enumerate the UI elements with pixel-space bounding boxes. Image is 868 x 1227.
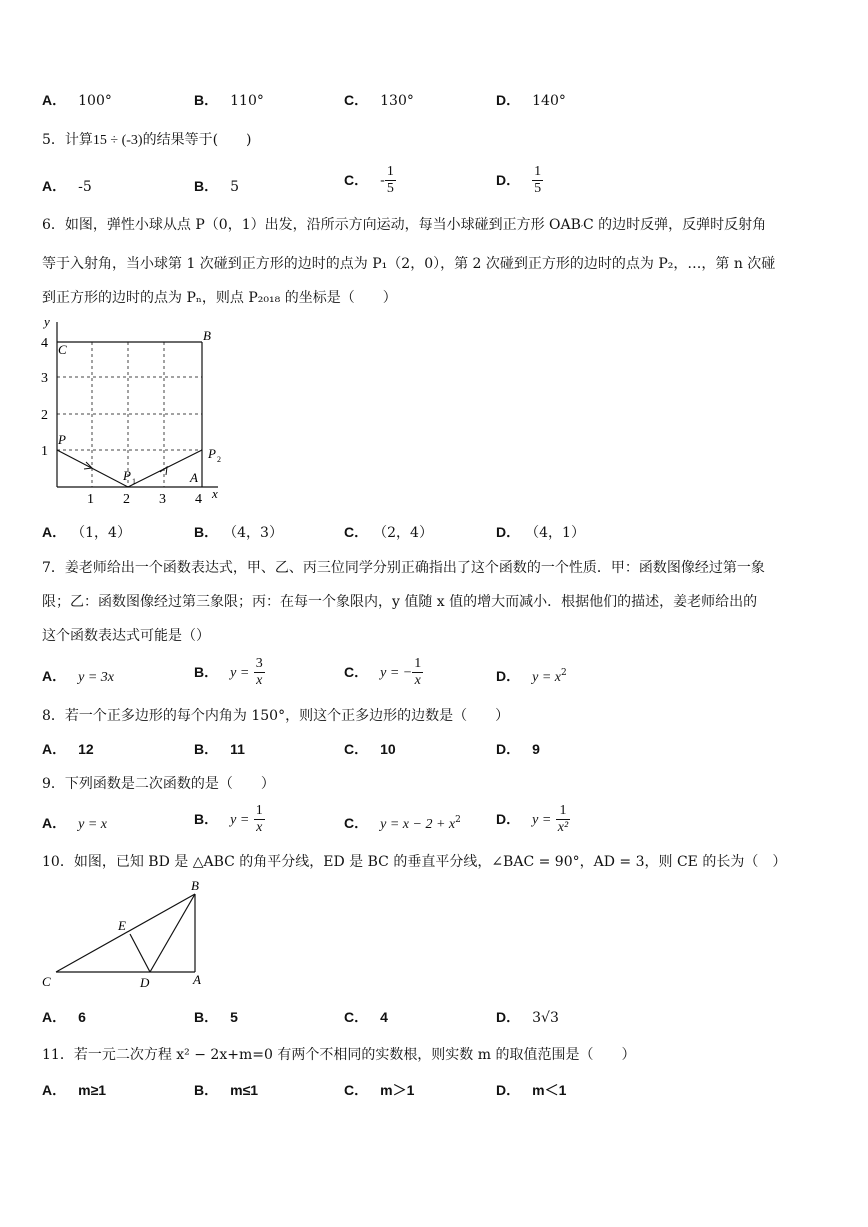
q11-option-d[interactable]: D． m＜1 bbox=[496, 1082, 567, 1098]
q8-option-d[interactable]: D． 9 bbox=[496, 741, 540, 757]
q10-label-c: C bbox=[42, 974, 51, 989]
q5-stem: 5．计算15 ÷ (-3)的结果等于( ) bbox=[42, 132, 252, 148]
q8-option-c[interactable]: C． 10 bbox=[344, 741, 396, 757]
q6-label-p1-sub: 1 bbox=[132, 477, 136, 486]
q11-option-b[interactable]: B． m≤1 bbox=[194, 1082, 259, 1098]
q10-option-b[interactable]: B． 5 bbox=[194, 1009, 238, 1025]
q7-option-a[interactable]: A． y = 3x bbox=[42, 668, 114, 685]
q9-option-d[interactable]: D． y = $\frac{1}{\text{x²}}$ bbox=[496, 803, 569, 835]
q6-ytick-4: 4 bbox=[41, 336, 48, 351]
q6-ytick-3: 3 bbox=[41, 371, 48, 386]
q10-label-d: D bbox=[140, 975, 150, 990]
q6-grid bbox=[57, 342, 202, 487]
q9-option-b[interactable]: B． y = $\frac{1}{x}$ bbox=[194, 803, 263, 835]
q6-label-c: C bbox=[58, 342, 67, 357]
q9-option-c[interactable]: C． $y = x - 2 + x^2$ bbox=[344, 815, 461, 832]
q6-xtick-4: 4 bbox=[195, 492, 202, 507]
q6-label-p2: P bbox=[208, 446, 216, 461]
q5-options bbox=[42, 164, 822, 208]
q4-option-b[interactable]: B． 110° bbox=[194, 92, 264, 109]
q4-options bbox=[42, 90, 822, 120]
q6-label-p1: P bbox=[123, 468, 131, 483]
q8-option-a[interactable]: A． 12 bbox=[42, 741, 94, 757]
q10-option-a[interactable]: A． 6 bbox=[42, 1009, 86, 1025]
q10-segment-ed bbox=[130, 934, 150, 972]
q7-stem: 7．姜老师给出一个函数表达式，甲、乙、丙三位同学分别正确指出了这个函数的一个性质．甲：函数图像经过第一象 限；乙：函数图像经过第三象限；丙：在每一个象限内，y 值随 x 值的增大而减小．根据他们的描述，姜老师给出的 这个函数表达式可能是（） bbox=[42, 560, 765, 644]
q6-x-label: x bbox=[212, 486, 218, 501]
q6-label-b: B bbox=[203, 328, 211, 343]
q6-stem: 6．如图，弹性小球从点 P（0，1）出发，沿所示方向运动，每当小球碰到正方形 $OAB'C$ 的边时反弹，反弹时反射角 等于入射角，当小球第 1 次碰到正方形的边时的点为 P₁（2，0），第 2 次碰到正方形的边时的点为 P₂，…，第 n 次碰 到正方形的边时的点为 Pₙ，则点 P₂₀₁₈ 的坐标是（ ） bbox=[42, 217, 776, 306]
q6-label-p: P bbox=[58, 432, 66, 447]
q11-options bbox=[42, 1080, 822, 1110]
q6-option-a[interactable]: A． （1，4） bbox=[42, 524, 131, 541]
q6-option-c[interactable]: C． （2，4） bbox=[344, 524, 433, 541]
q6-xtick-3: 3 bbox=[159, 492, 166, 507]
q5-option-d[interactable]: D． $\frac{1}{5}$ bbox=[496, 164, 542, 196]
q6-y-label: y bbox=[44, 314, 50, 329]
q6-xtick-1: 1 bbox=[87, 492, 94, 507]
q8-options bbox=[42, 739, 822, 769]
q4-option-a[interactable]: A． 100° bbox=[42, 92, 112, 109]
q4-option-c[interactable]: C． 130° bbox=[344, 92, 414, 109]
q6-ytick-1: 1 bbox=[41, 444, 48, 459]
q10-figure bbox=[38, 876, 218, 996]
q10-option-d[interactable]: D． 3√3 bbox=[496, 1009, 559, 1026]
q8-stem: 8．若一个正多边形的每个内角为 150°，则这个正多边形的边数是（ ） bbox=[42, 708, 510, 724]
q9-option-a[interactable]: A． y = x bbox=[42, 815, 107, 832]
q5-option-c[interactable]: C． - $\frac{1}{5}$ bbox=[344, 164, 394, 196]
q9-options bbox=[42, 805, 822, 845]
q7-option-d[interactable]: D． $y = x^2$ bbox=[496, 668, 567, 685]
q6-figure bbox=[30, 312, 230, 508]
q8-option-b[interactable]: B． 11 bbox=[194, 741, 245, 757]
q6-xtick-2: 2 bbox=[123, 492, 130, 507]
q10-option-c[interactable]: C． 4 bbox=[344, 1009, 388, 1025]
q9-stem: 9．下列函数是二次函数的是（ ） bbox=[42, 776, 275, 792]
q10-segment-bd bbox=[150, 894, 195, 972]
q10-label-b: B bbox=[191, 878, 199, 893]
q11-stem: 11．若一元二次方程 x² − 2x+m=0 有两个不相同的实数根，则实数 m 的取值范围是（ ） bbox=[42, 1047, 636, 1063]
q11-option-c[interactable]: C． m＞1 bbox=[344, 1082, 415, 1098]
q5-option-a[interactable]: A． -5 bbox=[42, 178, 92, 195]
q6-label-a: A bbox=[190, 470, 198, 485]
q7-option-b[interactable]: B． y = $\frac{3}{x}$ bbox=[194, 656, 263, 688]
q10-label-e: E bbox=[118, 918, 126, 933]
q7-options bbox=[42, 656, 822, 700]
q6-label-p2-sub: 2 bbox=[217, 455, 221, 464]
q7-option-c[interactable]: C． y = − $\frac{1}{x}$ bbox=[344, 656, 422, 688]
q4-option-d[interactable]: D． 140° bbox=[496, 92, 566, 109]
q6-options bbox=[42, 522, 822, 552]
q11-option-a[interactable]: A． m≥1 bbox=[42, 1082, 107, 1098]
q10-label-a: A bbox=[193, 972, 201, 987]
q6-option-b[interactable]: B． （4，3） bbox=[194, 524, 283, 541]
q6-option-d[interactable]: D． （4，1） bbox=[496, 524, 585, 541]
q10-side-cb bbox=[56, 894, 195, 972]
q5-option-b[interactable]: B． 5 bbox=[194, 178, 240, 195]
q6-ytick-2: 2 bbox=[41, 408, 48, 423]
q10-stem: 10．如图，已知 BD 是 △ABC 的角平分线，ED 是 BC 的垂直平分线，∠BAC = 90°，AD = 3，则 CE 的长为（ ） bbox=[42, 854, 787, 870]
q10-options bbox=[42, 1007, 822, 1037]
